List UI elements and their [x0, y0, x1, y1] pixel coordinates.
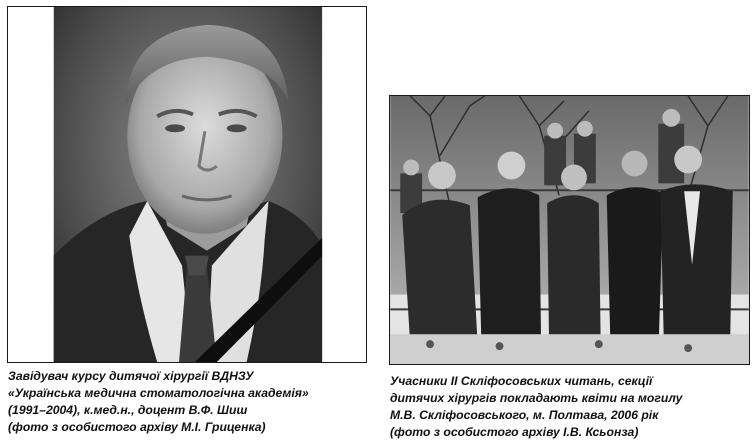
caption-line: Завідувач курсу дитячої хірургії ВДНЗУ — [8, 369, 254, 383]
caption-line: М.В. Скліфосовського, м. Полтава, 2006 рік — [390, 408, 659, 422]
caption-line: (1991–2004), к.мед.н., доцент В.Ф. Шиш — [8, 403, 248, 417]
caption-line: (фото з особистого архіву М.І. Гриценка) — [8, 420, 266, 434]
caption-line: Учасники ІІ Скліфосовських читань, секції — [390, 374, 653, 388]
portrait-photo-icon — [8, 7, 366, 362]
right-photo-caption — [390, 373, 682, 441]
caption-line: дитячих хірургів покладають квіти на могилу — [390, 391, 683, 405]
left-photo-caption — [8, 368, 309, 436]
portrait-photo — [7, 6, 367, 363]
group-photo — [389, 95, 750, 365]
caption-line: «Українська медична стоматологічна академія» — [8, 386, 309, 400]
caption-line: (фото з особистого архіву І.В. Ксьонза) — [390, 425, 639, 439]
group-photo-icon — [390, 96, 749, 364]
